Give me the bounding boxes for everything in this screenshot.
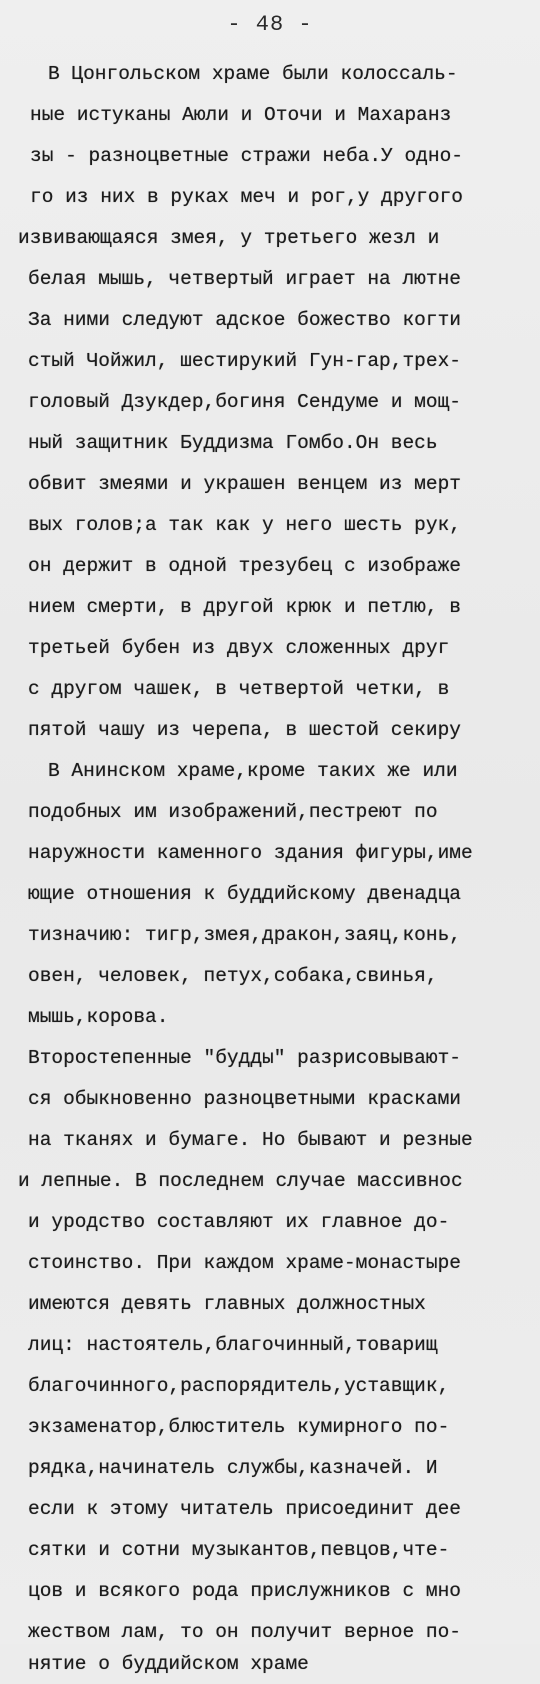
text-line: В Цонгольском храме были колоссаль-	[48, 63, 458, 85]
text-line: стоинство. При каждом храме-монастыре	[28, 1252, 461, 1274]
text-line: вых голов;а так как у него шесть рук,	[28, 514, 461, 536]
text-line: головый Дзукдер,богиня Сендуме и мощ-	[28, 391, 461, 413]
text-line: жеством лам, то он получит верное по-	[28, 1621, 461, 1643]
text-line: нием смерти, в другой крюк и петлю, в	[28, 596, 461, 618]
text-line: и уродство составляют их главное до-	[28, 1211, 450, 1233]
text-line: В Анинском храме,кроме таких же или	[48, 760, 458, 782]
text-line: овен, человек, петух,собака,свинья,	[28, 965, 438, 987]
text-line: сятки и сотни музыкантов,певцов,чте-	[28, 1539, 450, 1561]
text-line: пятой чашу из черепа, в шестой секиру	[28, 719, 461, 741]
text-line: ные истуканы Аюли и Оточи и Махаранз	[30, 104, 452, 126]
text-line: если к этому читатель присоединит дее	[28, 1498, 461, 1520]
text-line: он держит в одной трезубец с изображе	[28, 555, 461, 577]
text-line: извивающаяся змея, у третьего жезл и	[18, 227, 440, 249]
text-line: благочинного,распорядитель,уставщик,	[28, 1375, 450, 1397]
text-line: третьей бубен из двух сложенных друг	[28, 637, 450, 659]
text-line: цов и всякого рода прислужников с мно	[28, 1580, 461, 1602]
text-line: рядка,начинатель службы,казначей. И	[28, 1457, 438, 1479]
text-line: белая мышь, четвертый играет на лютне	[28, 268, 461, 290]
text-line: стый Чойжил, шестирукий Гун-гар,трех-	[28, 350, 461, 372]
text-line: мышь,корова.	[28, 1006, 169, 1028]
text-line: ный защитник Буддизма Гомбо.Он весь	[28, 432, 438, 454]
text-line: с другом чашек, в четвертой четки, в	[28, 678, 450, 700]
text-line: нятие о буддийском храме	[28, 1653, 309, 1675]
text-line: Второстепенные "будды" разрисовывают-	[28, 1047, 461, 1069]
text-line: обвит змеями и украшен венцем из мерт	[28, 473, 461, 495]
text-line: наружности каменного здания фигуры,име	[28, 842, 473, 864]
page-number: - 48 -	[227, 12, 313, 37]
text-line: экзаменатор,блюститель кумирного по-	[28, 1416, 450, 1438]
text-line: ющие отношения к буддийскому двенадца	[28, 883, 461, 905]
text-line: го из них в руках меч и рог,у другого	[30, 186, 463, 208]
text-line: имеются девять главных должностных	[28, 1293, 426, 1315]
text-line: на тканях и бумаге. Но бывают и резные	[28, 1129, 473, 1151]
text-line: зы - разноцветные стражи неба.У одно-	[30, 145, 463, 167]
text-line: лиц: настоятель,благочинный,товарищ	[28, 1334, 438, 1356]
text-line: тизначию: тигр,змея,дракон,заяц,конь,	[28, 924, 461, 946]
text-line: ся обыкновенно разноцветными красками	[28, 1088, 461, 1110]
text-line: За ними следуют адское божество когти	[28, 309, 461, 331]
text-line: и лепные. В последнем случае массивнос	[18, 1170, 463, 1192]
text-line: подобных им изображений,пестреют по	[28, 801, 438, 823]
